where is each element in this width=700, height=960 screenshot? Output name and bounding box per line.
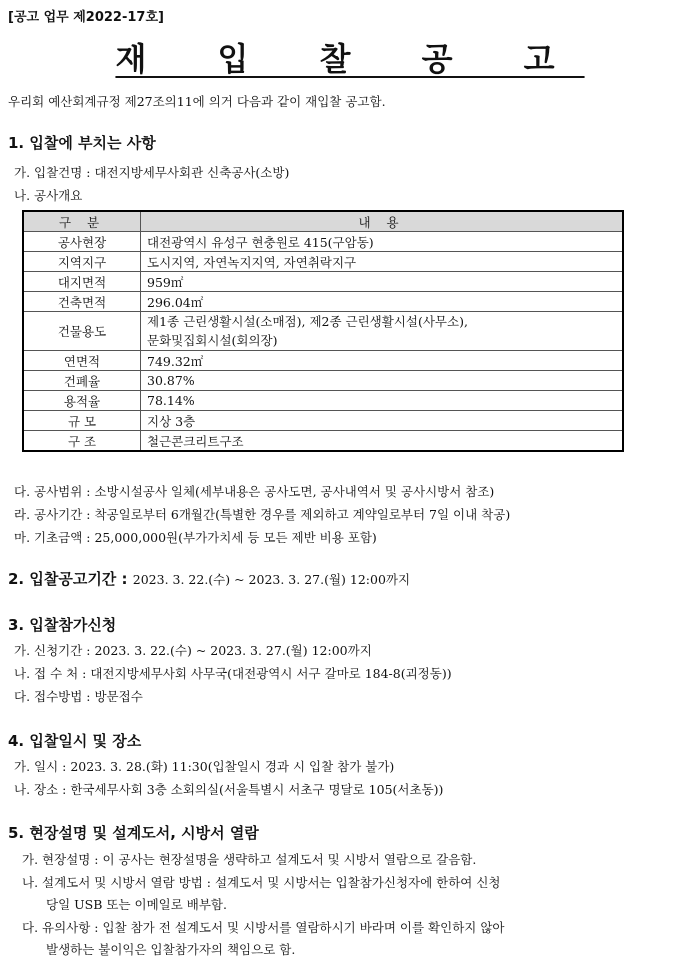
section-4-heading: 4. 입찰일시 및 장소	[8, 732, 142, 750]
row-label: 대지면적	[23, 272, 141, 292]
intro-text: 우리회 예산회계규정 제27조의11에 의거 다음과 같이 재입찰 공고함.	[8, 94, 386, 109]
row-value-multiline	[141, 312, 624, 351]
row-label: 용적율	[23, 391, 141, 411]
page-title-text: 재 입 찰 공 고	[115, 40, 585, 78]
table-row	[23, 312, 623, 351]
row-label: 건축면적	[23, 292, 141, 312]
section-4-item-na: 나. 장소 : 한국세무사회 3층 소회의실(서울특별시 서초구 명달로 105(서초동))	[14, 782, 444, 797]
section-5-item-da-line-2: 발생하는 불이익은 입찰참가자의 책임으로 함.	[46, 942, 296, 957]
table-row	[23, 431, 623, 452]
table-row	[23, 411, 623, 431]
row-label: 규 모	[23, 411, 141, 431]
table-row	[23, 391, 623, 411]
section-5-item-na-line-1: 나. 설계도서 및 시방서 열람 방법 : 설계도서 및 시방서는 입찰참가신청자에 한하여 신청	[22, 875, 501, 890]
row-value: 296.04㎡	[141, 292, 624, 312]
row-value-line-1: 제1종 근린생활시설(소매점), 제2종 근린생활시설(사무소),	[147, 314, 468, 329]
section-3-item-da: 다. 접수방법 : 방문접수	[14, 689, 143, 704]
section-4-item-ga: 가. 일시 : 2023. 3. 28.(화) 11:30(입찰일시 경과 시 입찰 참가 불가)	[14, 759, 395, 774]
section-5-item-na-line-2: 당일 USB 또는 이메일로 배부함.	[46, 897, 227, 912]
table-header-row	[23, 211, 623, 232]
section-1-item-ra: 라. 공사기간 : 착공일로부터 6개월간(특별한 경우를 제외하고 계약일로부터 7일 이내 착공)	[14, 507, 511, 522]
row-value: 30.87%	[141, 371, 624, 391]
section-1-heading: 1. 입찰에 부치는 사항	[8, 134, 156, 152]
row-value: 철근콘크리트구조	[141, 431, 624, 452]
table-header-content: 내 용	[141, 211, 624, 232]
section-5-heading: 5. 현장설명 및 설계도서, 시방서 열람	[8, 824, 259, 842]
section-1-item-na: 나. 공사개요	[14, 188, 83, 203]
row-value-line-2: 문화및집회시설(회의장)	[147, 333, 278, 348]
section-1-item-ma: 마. 기초금액 : 25,000,000원(부가가치세 등 모든 제반 비용 포함)	[14, 530, 377, 545]
section-5-item-da-line-1: 다. 유의사항 : 입찰 참가 전 설계도서 및 시방서를 열람하시기 바라며 이를 확인하지 않아	[22, 920, 505, 935]
row-label: 연면적	[23, 351, 141, 371]
row-label: 구 조	[23, 431, 141, 452]
table-header-category: 구 분	[23, 211, 141, 232]
row-value: 대전광역시 유성구 현충원로 415(구암동)	[141, 232, 624, 252]
row-value: 도시지역, 자연녹지지역, 자연취락지구	[141, 252, 624, 272]
table-row	[23, 232, 623, 252]
row-value: 지상 3층	[141, 411, 624, 431]
row-value: 749.32㎡	[141, 351, 624, 371]
section-3-heading: 3. 입찰참가신청	[8, 616, 117, 634]
table-row	[23, 371, 623, 391]
row-label: 건폐율	[23, 371, 141, 391]
section-2-heading-label: 2. 입찰공고기간 :	[8, 570, 128, 588]
section-5-item-ga: 가. 현장설명 : 이 공사는 현장설명을 생략하고 설계도서 및 시방서 열람으로 갈음함.	[22, 852, 477, 867]
section-3-item-na: 나. 접 수 처 : 대전지방세무사회 사무국(대전광역시 서구 갈마로 184-8(괴정동))	[14, 666, 452, 681]
section-1-item-ga: 가. 입찰건명 : 대전지방세무사회관 신축공사(소방)	[14, 165, 290, 180]
table-row	[23, 272, 623, 292]
row-label: 건물용도	[23, 312, 141, 351]
table-row	[23, 351, 623, 371]
section-3-item-ga: 가. 신청기간 : 2023. 3. 22.(수) ~ 2023. 3. 27.(월) 12:00까지	[14, 643, 372, 658]
section-2-heading	[8, 568, 410, 589]
project-overview-table	[22, 210, 624, 452]
table-row	[23, 292, 623, 312]
row-value: 959㎡	[141, 272, 624, 292]
row-value: 78.14%	[141, 391, 624, 411]
notice-number: [공고 업무 제2022-17호]	[8, 10, 164, 25]
section-1-item-da: 다. 공사범위 : 소방시설공사 일체(세부내용은 공사도면, 공사내역서 및 공사시방서 참조)	[14, 484, 495, 499]
page-title	[0, 34, 700, 80]
table-row	[23, 252, 623, 272]
row-label: 공사현장	[23, 232, 141, 252]
row-label: 지역지구	[23, 252, 141, 272]
section-2-period: 2023. 3. 22.(수) ~ 2023. 3. 27.(월) 12:00까지	[132, 572, 411, 587]
